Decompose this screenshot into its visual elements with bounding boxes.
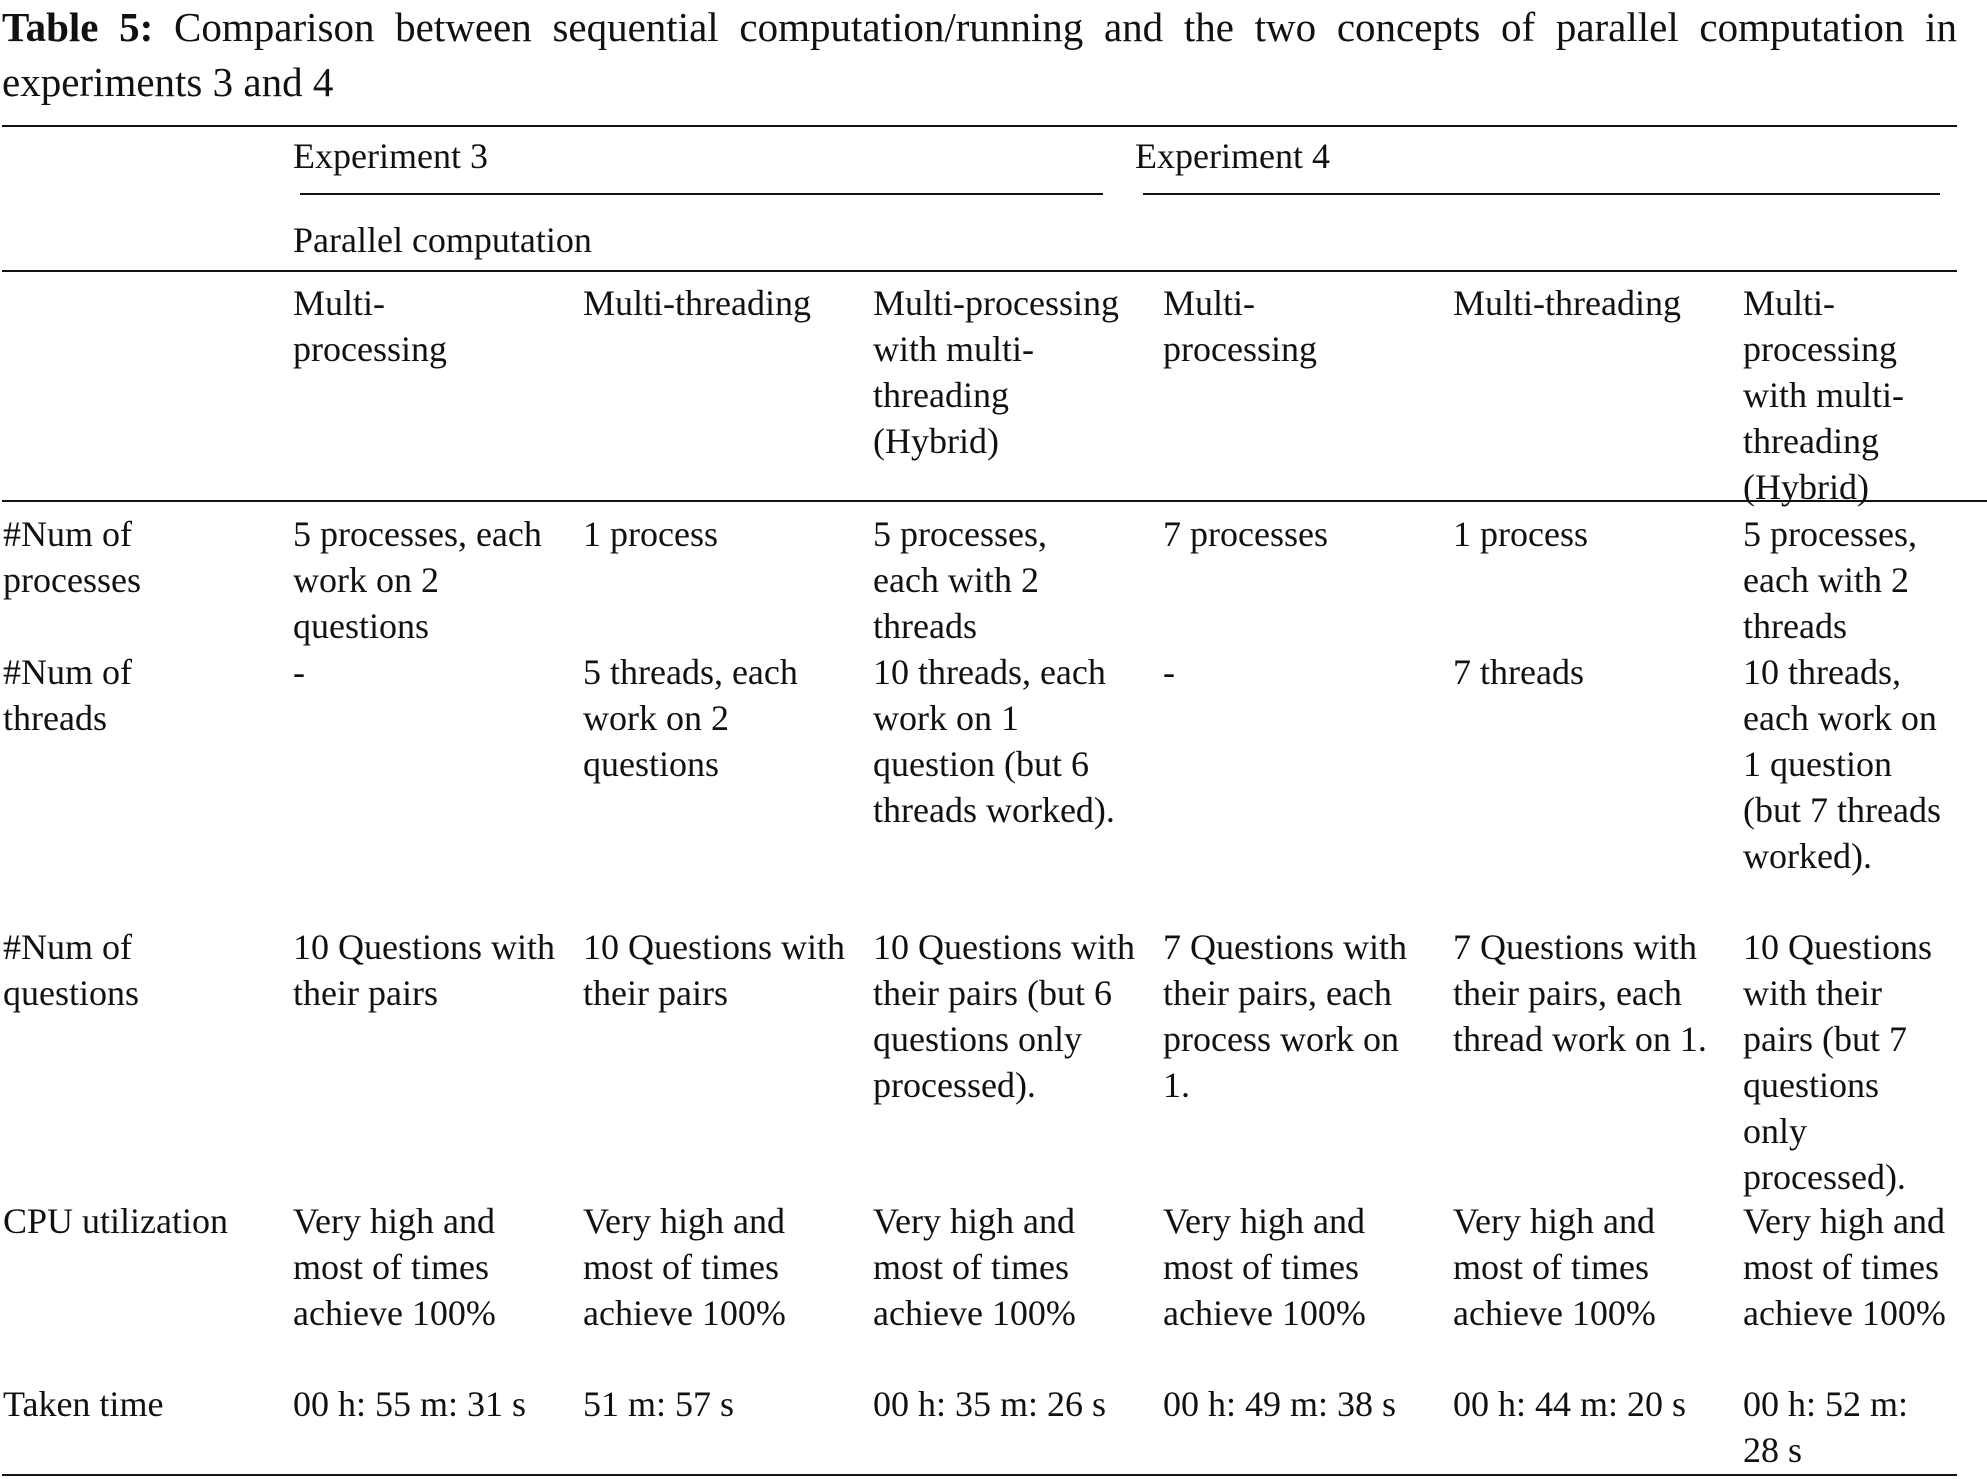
column-header: Multi-threading [1453, 283, 1681, 323]
table-cell: 00 h: 44 m: 20 s [1453, 1384, 1687, 1424]
group-header-experiment-3: Experiment 3 [293, 136, 488, 176]
row-label: CPU utilization [3, 1201, 228, 1241]
table-label: Table 5: [2, 4, 154, 50]
column-header: Multi-threading [583, 283, 811, 323]
table-cell: 7 Questions with their pairs, each process work on 1. [1163, 927, 1408, 1105]
table-cell: Very high and most of times achieve 100% [1163, 1201, 1366, 1333]
table-cell: 00 h: 55 m: 31 s [293, 1384, 527, 1424]
caption-text: Comparison between sequential computation/running and the two concepts of parallel computation in experiments 3 and 4 [2, 4, 1957, 105]
table-caption [2, 0, 1957, 110]
table-cell: 10 Questions with their pairs [583, 927, 846, 1013]
column-header: Multi-processing with multi-threading (Hybrid) [1743, 283, 1904, 507]
table-cell: 10 threads, each work on 1 question (but 7 threads worked). [1743, 652, 1941, 876]
top-rule [2, 125, 1957, 127]
experiment-4-rule [1143, 193, 1940, 195]
table-cell: Very high and most of times achieve 100% [873, 1201, 1076, 1333]
table-cell: Very high and most of times achieve 100% [1453, 1201, 1656, 1333]
table-cell: 10 Questions with their pairs (but 6 questions only processed). [873, 927, 1136, 1105]
sub-header-parallel: Parallel computation [293, 220, 592, 260]
table-cell: 5 processes, each with 2 threads [873, 514, 1047, 646]
row-label: #Num of threads [3, 652, 132, 738]
table-cell: Very high and most of times achieve 100% [1743, 1201, 1946, 1333]
column-header: Multi-processing [293, 283, 447, 369]
table-cell: 5 processes, each with 2 threads [1743, 514, 1917, 646]
row-label: #Num of questions [3, 927, 140, 1013]
table-cell: 10 threads, each work on 1 question (but 6 threads worked). [873, 652, 1115, 830]
table-cell: 00 h: 35 m: 26 s [873, 1384, 1107, 1424]
table-cell: Very high and most of times achieve 100% [293, 1201, 496, 1333]
table-cell: 00 h: 52 m: 28 s [1743, 1384, 1909, 1470]
table-cell: - [1163, 652, 1175, 692]
table-cell: 5 processes, each work on 2 questions [293, 514, 542, 646]
header-bottom-rule [2, 500, 1987, 502]
row-label: #Num of processes [3, 514, 141, 600]
table-cell: - [293, 652, 305, 692]
column-header: Multi-processing [1163, 283, 1317, 369]
table-cell: 7 Questions with their pairs, each thread work on 1. [1453, 927, 1707, 1059]
table-cell: 7 processes [1163, 514, 1328, 554]
table-cell: 7 threads [1453, 652, 1584, 692]
subheader-rule [2, 270, 1957, 272]
group-header-experiment-4: Experiment 4 [1135, 136, 1330, 176]
table-cell: 10 Questions with their pairs (but 7 questions only processed). [1743, 927, 1932, 1197]
row-label: Taken time [3, 1384, 164, 1424]
experiment-3-rule [300, 193, 1103, 195]
table-cell: 5 threads, each work on 2 questions [583, 652, 798, 784]
table-cell: 51 m: 57 s [583, 1384, 735, 1424]
table-cell: 10 Questions with their pairs [293, 927, 556, 1013]
bottom-rule [2, 1474, 1957, 1476]
table-cell: 00 h: 49 m: 38 s [1163, 1384, 1397, 1424]
table-cell: 1 process [583, 514, 718, 554]
column-header: Multi-processing with multi-threading (Hybrid) [873, 283, 1119, 461]
table-cell: 1 process [1453, 514, 1588, 554]
table-cell: Very high and most of times achieve 100% [583, 1201, 786, 1333]
